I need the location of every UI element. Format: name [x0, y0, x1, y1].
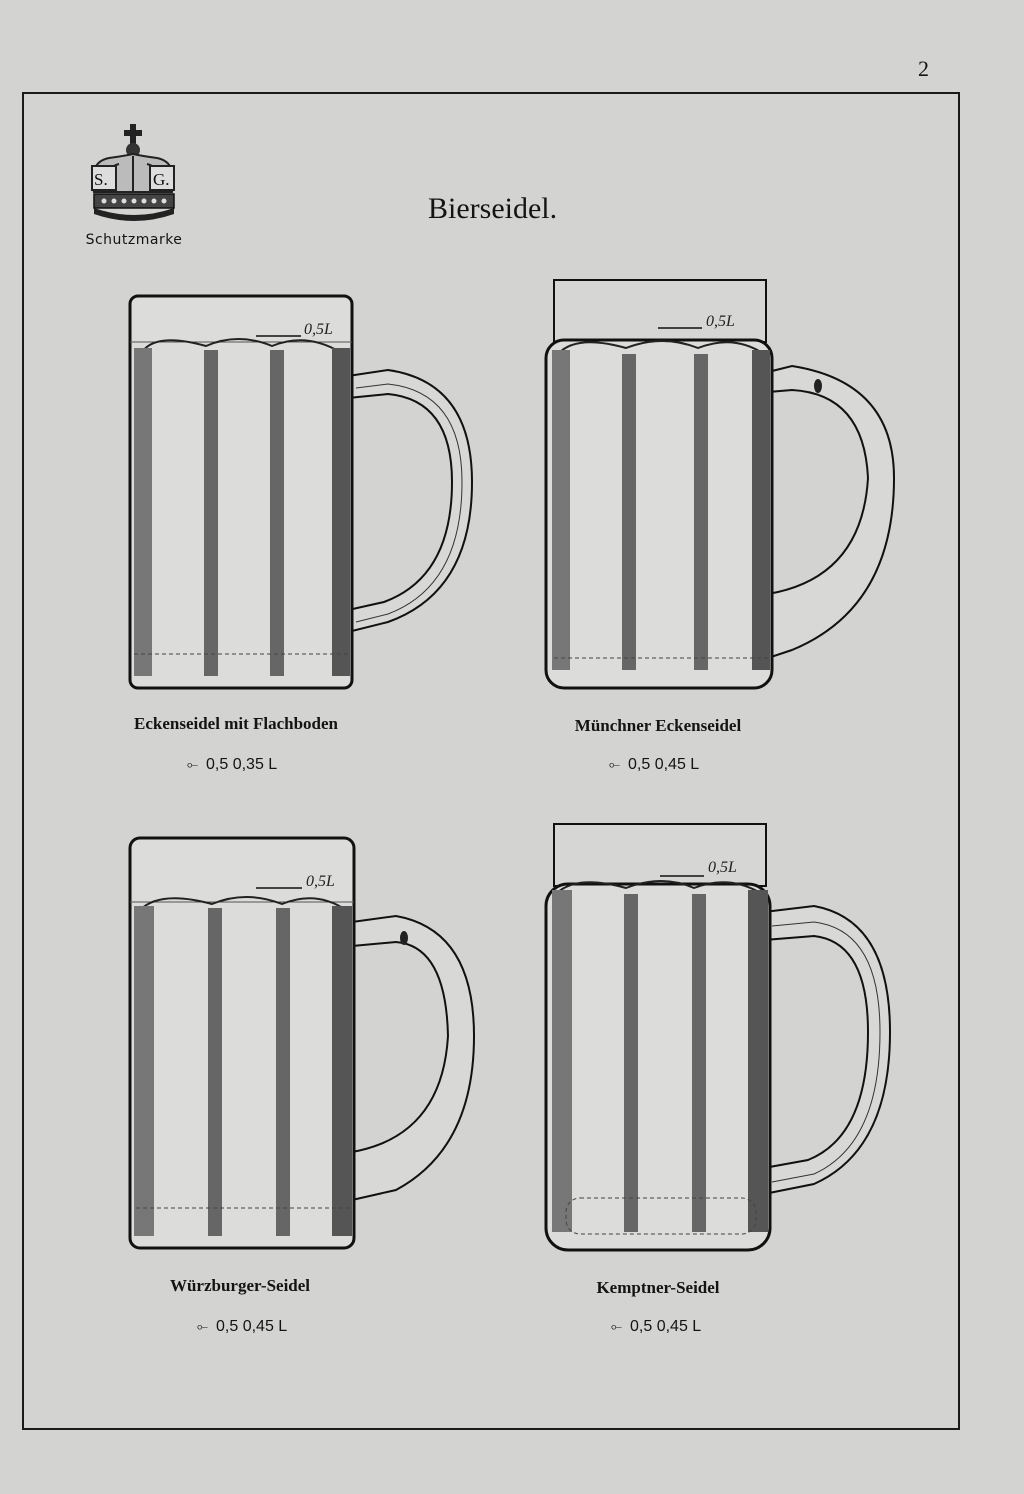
page-title: Bierseidel. — [428, 192, 558, 225]
mug-name: Münchner Eckenseidel — [574, 716, 742, 735]
mug-sizes — [197, 1318, 287, 1336]
size-marker-icon: ⟜ — [608, 756, 621, 772]
page-number: 2 — [918, 56, 929, 81]
size-marker-icon: ⟜ — [186, 756, 199, 772]
mug-name: Eckenseidel mit Flachboden — [133, 714, 339, 733]
mug-drawing — [542, 822, 894, 1256]
fill-mark-label: 0,5L — [304, 321, 333, 338]
trademark-logo — [74, 122, 194, 257]
logo-initial-s: S. — [94, 170, 108, 189]
mug-muenchner-eckenseidel — [542, 278, 898, 692]
size-marker-icon: ⟜ — [610, 1318, 623, 1334]
mug-sizes-value: 0,5 0,35 L — [206, 756, 278, 773]
mug-drawing — [126, 292, 476, 692]
mug-name: Kemptner-Seidel — [596, 1278, 720, 1297]
mug-sizes — [611, 1318, 701, 1336]
logo-initial-g: G. — [153, 170, 170, 189]
crown-icon — [74, 122, 194, 230]
mug-drawing — [126, 836, 478, 1254]
mug-sizes-value: 0,5 0,45 L — [630, 1318, 702, 1335]
mug-eckenseidel-flachboden — [126, 292, 476, 692]
mug-sizes-value: 0,5 0,45 L — [216, 1318, 288, 1335]
mug-drawing — [542, 278, 898, 692]
mug-wuerzburger-seidel — [126, 836, 478, 1254]
logo-label: Schutzmarke — [85, 232, 183, 248]
fill-mark-label: 0,5L — [306, 873, 335, 890]
size-marker-icon: ⟜ — [196, 1318, 209, 1334]
fill-mark-label: 0,5L — [708, 859, 737, 876]
fill-mark-label: 0,5L — [706, 313, 735, 330]
mug-kemptner-seidel — [542, 822, 894, 1256]
mug-sizes — [609, 756, 699, 774]
mug-sizes-value: 0,5 0,45 L — [628, 756, 700, 773]
mug-name: Würzburger-Seidel — [169, 1276, 311, 1295]
mug-sizes — [187, 756, 277, 774]
